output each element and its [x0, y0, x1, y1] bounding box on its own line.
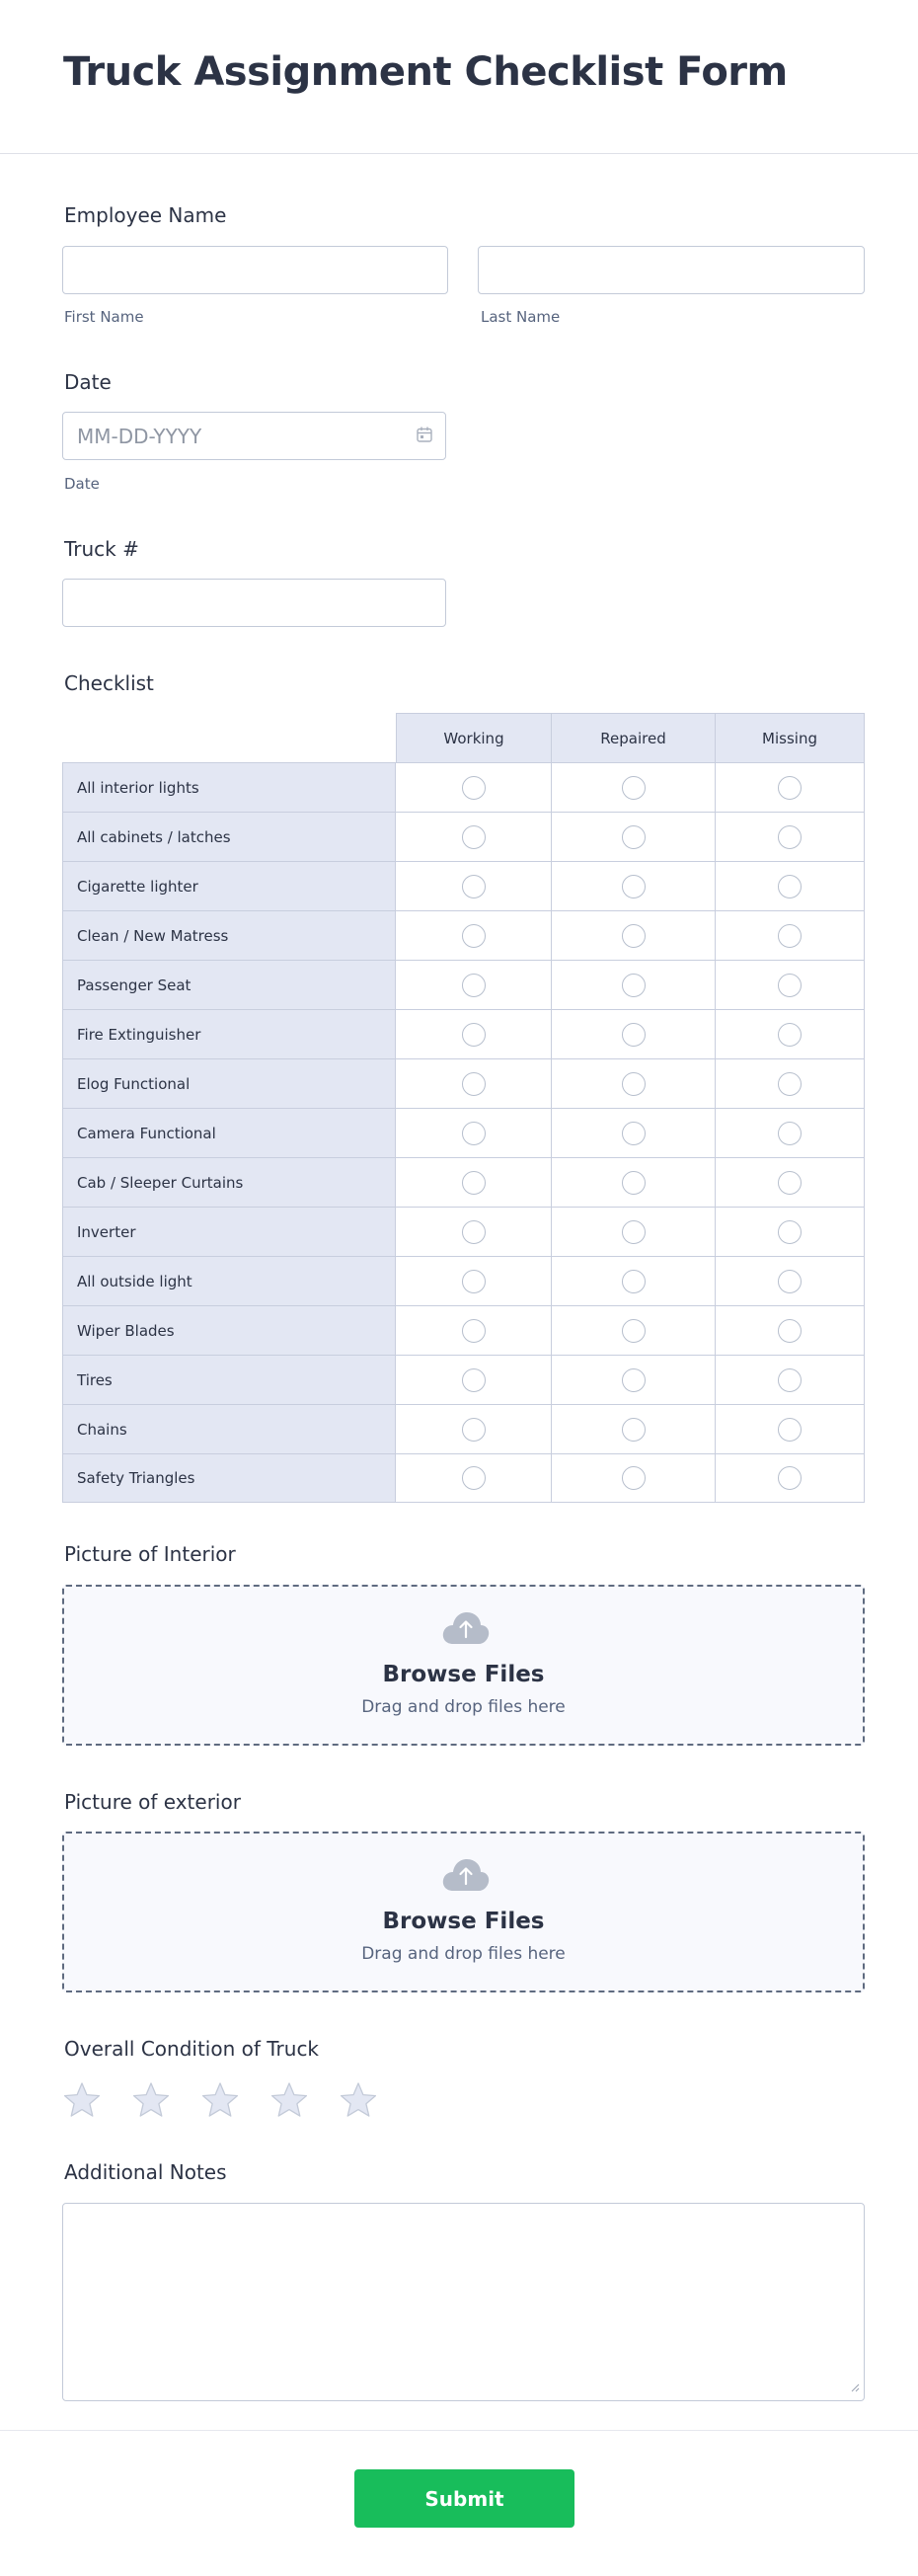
matrix-cell: [396, 762, 552, 812]
matrix-cell: [396, 1108, 552, 1157]
date-sublabel: Date: [64, 475, 100, 493]
matrix-cell: [716, 1453, 865, 1503]
cloud-upload-icon: [441, 1610, 491, 1650]
radio-working[interactable]: [462, 1319, 486, 1343]
radio-working[interactable]: [462, 825, 486, 849]
employee-name-label: Employee Name: [64, 203, 227, 227]
matrix-cell: [552, 762, 716, 812]
matrix-cell: [716, 1256, 865, 1305]
matrix-cell: [396, 1453, 552, 1503]
radio-repaired[interactable]: [622, 1466, 646, 1490]
matrix-row: [62, 1256, 865, 1305]
column-header-missing: Missing: [716, 713, 865, 762]
radio-missing[interactable]: [778, 974, 802, 997]
truck-number-input[interactable]: [62, 579, 446, 627]
radio-repaired[interactable]: [622, 1368, 646, 1392]
star-icon[interactable]: [269, 2080, 309, 2120]
matrix-row-label: Camera Functional: [62, 1108, 396, 1157]
radio-missing[interactable]: [778, 1023, 802, 1047]
drag-drop-hint: Drag and drop files here: [361, 1697, 566, 1717]
matrix-row: [62, 1453, 865, 1503]
calendar-icon[interactable]: [416, 425, 433, 448]
matrix-cell: [552, 910, 716, 960]
matrix-header-row: [62, 713, 865, 762]
checklist-label: Checklist: [64, 671, 154, 695]
drag-drop-hint: Drag and drop files here: [361, 1944, 566, 1964]
exterior-picture-label: Picture of exterior: [64, 1790, 241, 1814]
matrix-cell: [396, 1207, 552, 1256]
star-icon[interactable]: [200, 2080, 240, 2120]
radio-working[interactable]: [462, 1171, 486, 1195]
matrix-cell: [716, 812, 865, 861]
checklist-matrix: [62, 713, 865, 1503]
matrix-cell: [716, 910, 865, 960]
matrix-row: [62, 1355, 865, 1404]
matrix-row-label: Clean / New Matress: [62, 910, 396, 960]
matrix-row-label: Inverter: [62, 1207, 396, 1256]
radio-working[interactable]: [462, 875, 486, 898]
matrix-row-label: Passenger Seat: [62, 960, 396, 1009]
radio-working[interactable]: [462, 1023, 486, 1047]
radio-missing[interactable]: [778, 825, 802, 849]
radio-working[interactable]: [462, 1466, 486, 1490]
last-name-sublabel: Last Name: [481, 308, 561, 326]
radio-repaired[interactable]: [622, 875, 646, 898]
radio-working[interactable]: [462, 924, 486, 948]
matrix-row-label: All interior lights: [62, 762, 396, 812]
star-icon[interactable]: [339, 2080, 378, 2120]
matrix-cell: [716, 1207, 865, 1256]
matrix-cell: [396, 861, 552, 910]
matrix-row: [62, 1157, 865, 1207]
star-icon[interactable]: [131, 2080, 171, 2120]
radio-missing[interactable]: [778, 1319, 802, 1343]
radio-repaired[interactable]: [622, 825, 646, 849]
matrix-row-label: Safety Triangles: [62, 1453, 396, 1503]
matrix-row-label: Elog Functional: [62, 1058, 396, 1108]
matrix-row-label: All outside light: [62, 1256, 396, 1305]
radio-missing[interactable]: [778, 875, 802, 898]
matrix-row-label: Cab / Sleeper Curtains: [62, 1157, 396, 1207]
radio-repaired[interactable]: [622, 1319, 646, 1343]
matrix-cell: [396, 1305, 552, 1355]
matrix-row: [62, 1305, 865, 1355]
footer-divider: [0, 2430, 918, 2431]
radio-working[interactable]: [462, 1072, 486, 1096]
date-label: Date: [64, 370, 112, 394]
matrix-cell: [552, 1453, 716, 1503]
matrix-cell: [396, 1157, 552, 1207]
star-rating: [62, 2080, 408, 2120]
radio-missing[interactable]: [778, 1171, 802, 1195]
overall-condition-label: Overall Condition of Truck: [64, 2037, 320, 2061]
radio-working[interactable]: [462, 1220, 486, 1244]
radio-missing[interactable]: [778, 1270, 802, 1293]
radio-working[interactable]: [462, 776, 486, 800]
matrix-cell: [716, 1355, 865, 1404]
radio-repaired[interactable]: [622, 974, 646, 997]
matrix-corner: [62, 713, 396, 762]
matrix-cell: [552, 861, 716, 910]
radio-missing[interactable]: [778, 1072, 802, 1096]
matrix-cell: [552, 1207, 716, 1256]
matrix-row: [62, 1207, 865, 1256]
matrix-row: [62, 812, 865, 861]
radio-working[interactable]: [462, 1418, 486, 1442]
radio-working[interactable]: [462, 974, 486, 997]
matrix-row: [62, 762, 865, 812]
first-name-sublabel: First Name: [64, 308, 144, 326]
matrix-cell: [552, 1404, 716, 1453]
radio-working[interactable]: [462, 1368, 486, 1392]
radio-missing[interactable]: [778, 1418, 802, 1442]
radio-repaired[interactable]: [622, 1023, 646, 1047]
matrix-cell: [396, 910, 552, 960]
matrix-row: [62, 1404, 865, 1453]
matrix-cell: [396, 1256, 552, 1305]
radio-missing[interactable]: [778, 1220, 802, 1244]
resize-handle-icon[interactable]: [850, 2378, 860, 2396]
exterior-upload-dropzone[interactable]: [62, 1832, 865, 1992]
matrix-row-label: Cigarette lighter: [62, 861, 396, 910]
matrix-row: [62, 1058, 865, 1108]
date-placeholder: MM-DD-YYYY: [77, 424, 202, 448]
additional-notes-textarea[interactable]: [62, 2203, 865, 2401]
last-name-input[interactable]: [478, 246, 865, 294]
radio-missing[interactable]: [778, 1122, 802, 1145]
matrix-cell: [396, 812, 552, 861]
radio-missing[interactable]: [778, 1466, 802, 1490]
matrix-cell: [552, 960, 716, 1009]
matrix-row-label: Tires: [62, 1355, 396, 1404]
radio-repaired[interactable]: [622, 1220, 646, 1244]
radio-repaired[interactable]: [622, 1270, 646, 1293]
form-title: Truck Assignment Checklist Form: [63, 49, 788, 95]
matrix-cell: [552, 1058, 716, 1108]
browse-files-label[interactable]: Browse Files: [382, 1909, 545, 1934]
matrix-cell: [716, 1404, 865, 1453]
matrix-row-label: Fire Extinguisher: [62, 1009, 396, 1058]
matrix-cell: [716, 1108, 865, 1157]
matrix-cell: [716, 861, 865, 910]
matrix-cell: [552, 1355, 716, 1404]
submit-button[interactable]: Submit: [354, 2469, 574, 2528]
radio-repaired[interactable]: [622, 924, 646, 948]
matrix-cell: [716, 762, 865, 812]
matrix-row: [62, 1108, 865, 1157]
star-icon[interactable]: [62, 2080, 102, 2120]
matrix-row: [62, 910, 865, 960]
radio-repaired[interactable]: [622, 776, 646, 800]
radio-repaired[interactable]: [622, 1418, 646, 1442]
column-header-working: Working: [396, 713, 552, 762]
matrix-cell: [552, 1009, 716, 1058]
interior-upload-dropzone[interactable]: [62, 1585, 865, 1746]
additional-notes-label: Additional Notes: [64, 2160, 227, 2184]
radio-missing[interactable]: [778, 1368, 802, 1392]
matrix-cell: [552, 812, 716, 861]
matrix-cell: [552, 1108, 716, 1157]
matrix-cell: [716, 1305, 865, 1355]
radio-repaired[interactable]: [622, 1072, 646, 1096]
form-header: [0, 0, 918, 154]
matrix-row: [62, 861, 865, 910]
matrix-cell: [396, 1058, 552, 1108]
matrix-row-label: Chains: [62, 1404, 396, 1453]
date-input[interactable]: [62, 412, 446, 460]
matrix-row: [62, 960, 865, 1009]
first-name-input[interactable]: [62, 246, 448, 294]
matrix-cell: [716, 960, 865, 1009]
matrix-cell: [396, 1404, 552, 1453]
column-header-repaired: Repaired: [552, 713, 716, 762]
radio-repaired[interactable]: [622, 1122, 646, 1145]
matrix-row: [62, 1009, 865, 1058]
matrix-cell: [396, 1009, 552, 1058]
matrix-cell: [716, 1058, 865, 1108]
cloud-upload-icon: [441, 1857, 491, 1897]
radio-missing[interactable]: [778, 776, 802, 800]
matrix-body: [62, 762, 865, 1503]
radio-missing[interactable]: [778, 924, 802, 948]
browse-files-label[interactable]: Browse Files: [382, 1662, 545, 1687]
interior-picture-label: Picture of Interior: [64, 1542, 236, 1566]
matrix-cell: [716, 1009, 865, 1058]
matrix-cell: [716, 1157, 865, 1207]
matrix-cell: [552, 1256, 716, 1305]
radio-working[interactable]: [462, 1270, 486, 1293]
radio-repaired[interactable]: [622, 1171, 646, 1195]
matrix-cell: [396, 1355, 552, 1404]
matrix-cell: [552, 1157, 716, 1207]
matrix-cell: [396, 960, 552, 1009]
matrix-cell: [552, 1305, 716, 1355]
matrix-row-label: All cabinets / latches: [62, 812, 396, 861]
radio-working[interactable]: [462, 1122, 486, 1145]
matrix-row-label: Wiper Blades: [62, 1305, 396, 1355]
truck-number-label: Truck #: [64, 537, 139, 561]
